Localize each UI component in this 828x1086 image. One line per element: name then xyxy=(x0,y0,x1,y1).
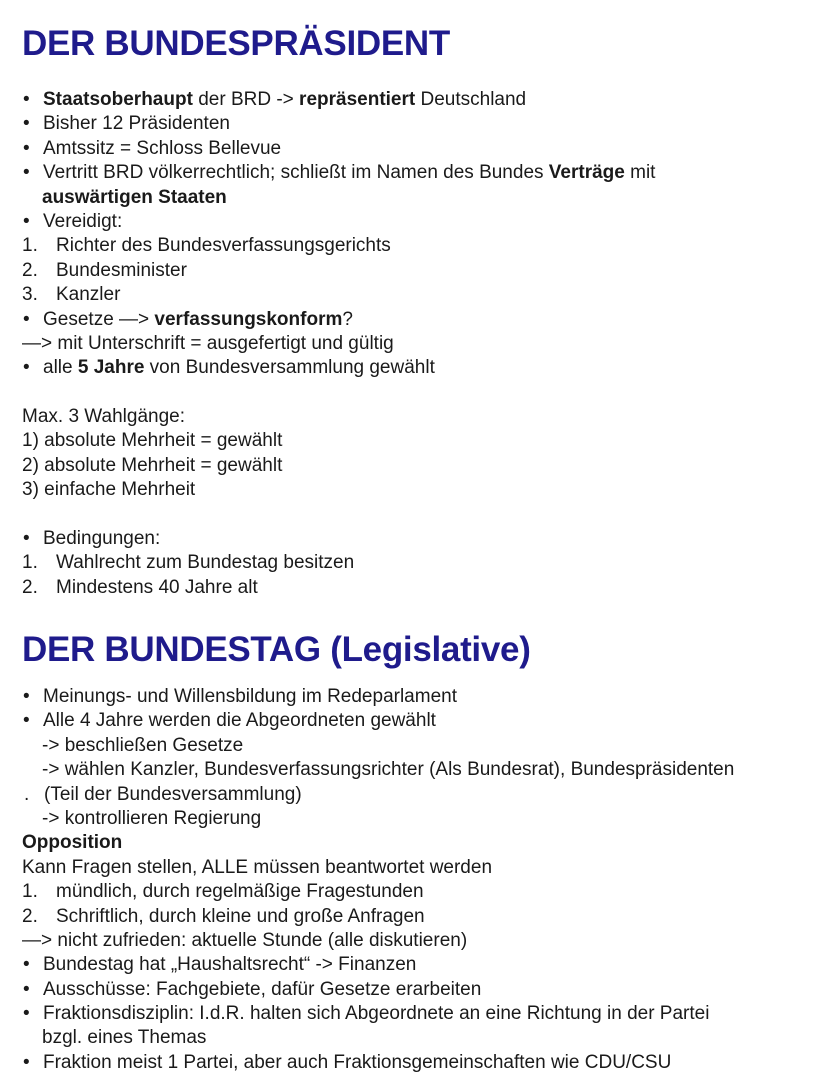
list-item: • Bisher 12 Präsidenten xyxy=(22,112,655,136)
bullet-icon: • xyxy=(23,686,30,707)
list-item: • Fraktionsdisziplin: I.d.R. halten sich Abgeordnete an eine Richtung in der Partei xyxy=(22,1002,734,1026)
sub-item: -> beschließen Gesetze xyxy=(42,734,244,756)
bullet-icon: • xyxy=(23,357,30,379)
bullet-icon: • xyxy=(23,308,30,330)
bullet-icon: • xyxy=(23,978,30,1000)
bullet-icon: • xyxy=(23,528,30,550)
section-title-bundespraesident: DER BUNDESPRÄSIDENT xyxy=(22,24,450,63)
list-item: • Staatsoberhaupt der BRD -> repräsentiert Deutschland xyxy=(22,88,655,112)
sub-item: -> kontrollieren Regierung xyxy=(42,807,262,829)
numbered-item: 2. Mindestens 40 Jahre alt xyxy=(22,576,258,598)
text-line: Max. 3 Wahlgänge: xyxy=(22,406,185,428)
list-item-continuation: auswärtigen Staaten xyxy=(42,186,227,208)
text-line: 2) absolute Mehrheit = gewählt xyxy=(22,454,283,476)
bullet-icon: • xyxy=(23,89,30,110)
bullet-icon: • xyxy=(23,1003,30,1025)
list-item: • Bedingungen: xyxy=(22,527,655,551)
numbered-item: 1. mündlich, durch regelmäßige Fragestunden xyxy=(22,881,424,903)
numbered-item: 2. Bundesminister xyxy=(22,259,187,281)
numbered-item: 3. Kanzler xyxy=(22,284,121,306)
section-title-bundestag: DER BUNDESTAG (Legislative) xyxy=(22,630,531,669)
text-line: —> nicht zufrieden: aktuelle Stunde (alle diskutieren) xyxy=(22,929,468,951)
sub-item: -> wählen Kanzler, Bundesverfassungsrichter (Als Bundesrat), Bundespräsidenten xyxy=(42,759,735,781)
sub-item: . (Teil der Bundesversammlung) xyxy=(22,783,734,807)
bullet-icon: • xyxy=(23,137,30,159)
list-item-continuation: bzgl. eines Themas xyxy=(42,1027,207,1049)
list-item: • Bundestag hat „Haushaltsrecht“ -> Finanzen xyxy=(22,953,734,977)
list-item: • Gesetze —> verfassungskonform? xyxy=(22,308,655,332)
numbered-item: 1. Richter des Bundesverfassungsgerichts xyxy=(22,235,391,257)
bullet-icon: • xyxy=(23,162,30,184)
numbered-item: 1. Wahlrecht zum Bundestag besitzen xyxy=(22,552,355,574)
bullet-icon: • xyxy=(23,210,30,232)
section-bundestag-body xyxy=(22,685,734,1075)
bullet-icon: • xyxy=(23,710,30,732)
list-item: • Fraktion meist 1 Partei, aber auch Fraktionsgemeinschaften wie CDU/CSU xyxy=(22,1051,734,1075)
list-item: • Vereidigt: xyxy=(22,210,655,234)
dot-marker: . xyxy=(24,783,30,805)
list-item: • alle 5 Jahre von Bundesversammlung gewählt xyxy=(22,356,655,380)
bullet-icon: • xyxy=(23,1051,30,1073)
section-bundespraesident-body xyxy=(22,88,655,600)
text-line: —> mit Unterschrift = ausgefertigt und gültig xyxy=(22,332,394,354)
numbered-item: 2. Schriftlich, durch kleine und große Anfragen xyxy=(22,905,425,927)
list-item: • Amtssitz = Schloss Bellevue xyxy=(22,137,655,161)
bullet-icon: • xyxy=(23,113,30,135)
list-item: • Alle 4 Jahre werden die Abgeordneten gewählt xyxy=(22,709,734,733)
text-line: Kann Fragen stellen, ALLE müssen beantwortet werden xyxy=(22,856,493,878)
list-item: • Vertritt BRD völkerrechtlich; schließt im Namen des Bundes Verträge mit xyxy=(22,161,655,185)
subheading-opposition: Opposition xyxy=(22,832,123,854)
text-line: 1) absolute Mehrheit = gewählt xyxy=(22,430,283,452)
text-line: 3) einfache Mehrheit xyxy=(22,479,196,501)
bullet-icon: • xyxy=(23,954,30,976)
list-item: • Meinungs- und Willensbildung im Redeparlament xyxy=(22,685,734,709)
list-item: • Ausschüsse: Fachgebiete, dafür Gesetze erarbeiten xyxy=(22,978,734,1002)
